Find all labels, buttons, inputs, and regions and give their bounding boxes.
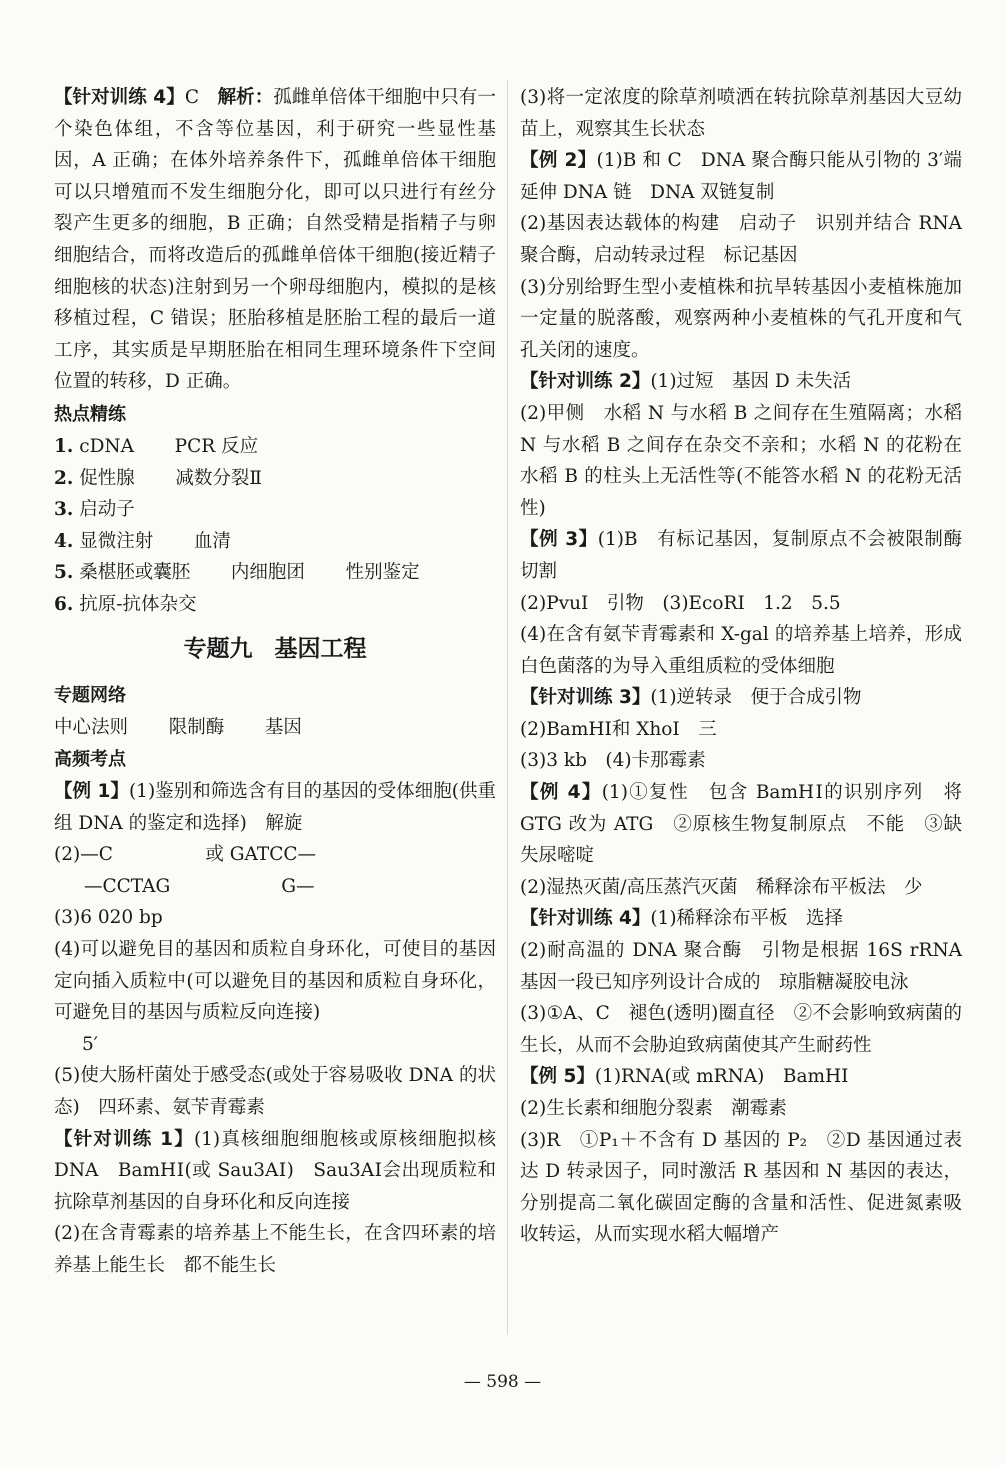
ex5-tag: 【例 5】 <box>520 1066 595 1088</box>
ex2-p1: 【例 2】(1)B 和 C DNA 聚合酶只能从引物的 3′端延伸 DNA 链 DNA 双链复制 <box>520 150 962 203</box>
training4-answer: C <box>184 87 199 108</box>
training2-tag: 【针对训练 2】 <box>520 371 651 393</box>
hotspot-item: 3. 启动子 <box>54 499 135 521</box>
training4b-p1: 【针对训练 4】(1)稀释涂布平板 选择 <box>520 908 844 930</box>
ex5-p1: 【例 5】(1)RNA(或 mRNA) BamHⅠ <box>520 1066 849 1088</box>
page-number: — 598 — <box>463 1372 542 1392</box>
ex3-tag: 【例 3】 <box>520 529 598 551</box>
ex1-p1: 【例 1】(1)鉴别和筛选含有目的基因的受体细胞(供重组 DNA 的鉴定和选择) 解旋 <box>54 781 496 834</box>
network-heading: 专题网络 <box>54 684 126 706</box>
section-title: 专题九 基因工程 <box>183 635 367 662</box>
hotspot-list <box>54 431 496 621</box>
training4-tag: 【针对训练 4】 <box>54 87 185 108</box>
ex5-p2: (2)生长素和细胞分裂素 潮霉素 <box>520 1098 787 1119</box>
training4b-p3: (3)①A、C 褪色(透明)圈直径 ②不会影响致病菌的生长，从而不会胁迫致病菌使其产生耐药性 <box>520 1003 962 1056</box>
hotspot-heading: 热点精练 <box>54 403 126 425</box>
hotspot-item: 1. cDNA PCR 反应 <box>54 435 259 457</box>
highfreq-heading: 高频考点 <box>54 749 126 771</box>
left-column <box>54 82 496 1282</box>
analysis-label: 解析： <box>217 87 274 108</box>
ex1-p4b: 5′ <box>82 1033 98 1055</box>
ex2-tag: 【例 2】 <box>520 150 597 172</box>
training3-p2: (2)BamHⅠ和 XhoⅠ 三 <box>520 718 717 740</box>
training1-p1: 【针对训练 1】(1)真核细胞细胞核或原核细胞拟核 DNA BamHⅠ(或 Sau3AⅠ) Sau3AⅠ会出现质粒和抗除草剂基因的自身环化和反向连接 <box>54 1128 496 1213</box>
ex3-p1: 【例 3】(1)B 有标记基因，复制原点不会被限制酶切割 <box>520 529 962 582</box>
ex1-tag: 【例 1】 <box>54 781 129 803</box>
ex1-p3: (3)6 020 bp <box>54 907 163 929</box>
training1-p2: (2)在含青霉素的培养基上不能生长，在含四环素的培养基上能生长 都不能生长 <box>54 1223 496 1276</box>
training2-p1: 【针对训练 2】(1)过短 基因 D 未失活 <box>520 371 852 393</box>
training2-p2: (2)甲侧 水稻 N 与水稻 B 之间存在生殖隔离；水稻 N 与水稻 B 之间存在杂交不亲和；水稻 N 的花粉在水稻 B 的柱头上无活性等(不能答水稻 N 的花粉无活性) <box>520 402 962 519</box>
ex1-p5: (5)使大肠杆菌处于感受态(或处于容易吸收 DNA 的状态) 四环素、氨苄青霉素 <box>54 1065 496 1119</box>
ex1-p2a: (2)—C 或 GATCC— <box>54 844 317 866</box>
ex4-tag: 【例 4】 <box>520 782 602 804</box>
hotspot-item: 2. 促性腺 减数分裂Ⅱ <box>54 467 262 489</box>
ex2-p3: (3)分别给野生型小麦植株和抗旱转基因小麦植株施加一定量的脱落酸，观察两种小麦植株的气孔开度和气孔关闭的速度。 <box>520 276 962 361</box>
ex1-p2b: —CCTAG G— <box>84 875 315 897</box>
training3-tag: 【针对训练 3】 <box>520 687 651 709</box>
training3-p1: 【针对训练 3】(1)逆转录 便于合成引物 <box>520 687 862 709</box>
training1-tag: 【针对训练 1】 <box>54 1128 194 1150</box>
hotspot-item: 4. 显微注射 血清 <box>54 530 231 552</box>
continued-paragraph: (3)将一定浓度的除草剂喷洒在转抗除草剂基因大豆幼苗上，观察其生长状态 <box>520 87 962 140</box>
training4-paragraph <box>54 82 496 398</box>
hotspot-item: 6. 抗原-抗体杂交 <box>54 593 197 615</box>
training4b-tag: 【针对训练 4】 <box>520 908 651 930</box>
right-column <box>520 82 962 1251</box>
network-line: 中心法则 限制酶 基因 <box>54 716 302 738</box>
ex1-p4: (4)可以避免目的基因和质粒自身环化，可使目的基因定向插入质粒中(可以避免目的基因和质粒自身环化，可避免目的基因与质粒反向连接) <box>54 939 496 1024</box>
training3-p3: (3)3 kb (4)卡那霉素 <box>520 750 706 772</box>
ex4-p1: 【例 4】(1)①复性 包含 BamHⅠ的识别序列 将 GTG 改为 ATG ②原核生物复制原点 不能 ③缺失尿嘧啶 <box>520 782 962 867</box>
training4-text: 孤雌单倍体干细胞中只有一个染色体组，不含等位基因，利于研究一些显性基因，A 正确；在体外培养条件下，孤雌单倍体干细胞可以只增殖而不发生细胞分化，即可以只进行有丝分裂产生更多的细胞，B 正确；自然受精是指精子与卵细胞结合，而将改造后的孤雌单倍体干细胞(接近精子细胞核的状态)注射到另一个卵母细胞内，模拟的是核移植过程，C 错误；胚胎移植是胚胎工程的最后一道工序，其实质是早期胚胎在相同生理环境条件下空间位置的转移，D 正确。 <box>54 87 496 393</box>
ex5-p3: (3)R ①P₁＋不含有 D 基因的 P₂ ②D 基因通过表达 D 转录因子，同时激活 R 基因和 N 基因的表达，分别提高二氧化碳固定酶的含量和活性、促进氮素吸收转运，从而实现水稻大幅增产 <box>520 1129 962 1246</box>
ex3-p2: (2)PvuⅠ 引物 (3)EcoRⅠ 1.2 5.5 <box>520 592 841 614</box>
hotspot-item: 5. 桑椹胚或囊胚 内细胞团 性别鉴定 <box>54 562 420 584</box>
ex4-p2: (2)湿热灭菌/高压蒸汽灭菌 稀释涂布平板法 少 <box>520 876 923 898</box>
ex2-p2: (2)基因表达载体的构建 启动子 识别并结合 RNA 聚合酶，启动转录过程 标记基因 <box>520 213 962 266</box>
ex3-p3: (4)在含有氨苄青霉素和 X-gal 的培养基上培养，形成白色菌落的为导入重组质粒的受体细胞 <box>520 624 962 677</box>
column-divider <box>507 80 508 1335</box>
training4b-p2: (2)耐高温的 DNA 聚合酶 引物是根据 16S rRNA 基因一段已知序列设计合成的 琼脂糖凝胶电泳 <box>520 940 962 993</box>
